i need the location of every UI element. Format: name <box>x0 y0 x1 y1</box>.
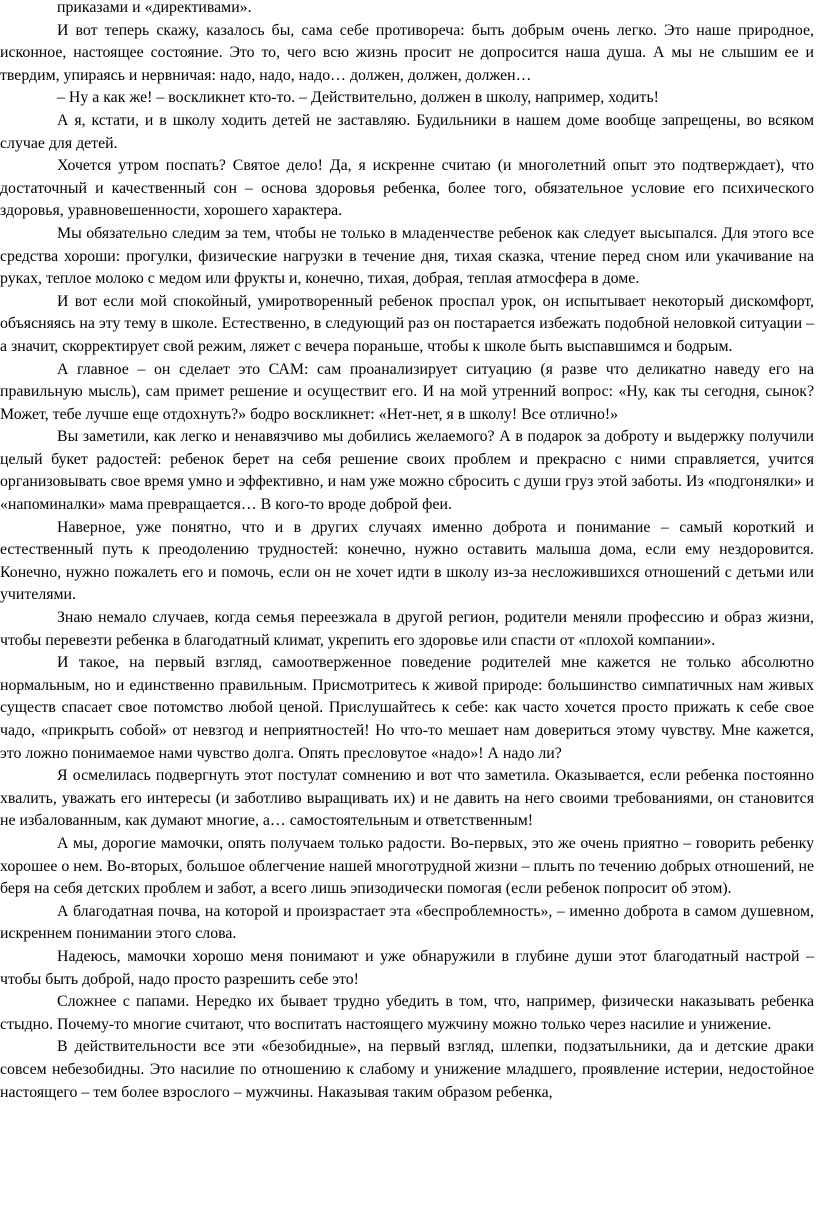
paragraph: Мы обязательно следим за тем, чтобы не только в младенчестве ребенок как следует высыпался. Для этого все средства хороши: прогулки, физические нагрузки в течение дня, тихая сказка, чтение перед сном или укачивание на руках, теплое молоко с медом или фрукты и, конечно, тихая, добрая, теплая атмосфера в доме. <box>0 224 814 288</box>
paragraph: И такое, на первый взгляд, самоотверженное поведение родителей мне кажется не только абсолютно нормальным, но и единственно правильным. Присмотритесь к живой природе: большинство симпатичных нам живых существ спасает свое потомство любой ценой. Прислушайтесь к себе: как часто хочется просто прижать к себе свое чадо, «прикрыть собой» от невзгод и неприятностей! Но что-то мешает нам довериться этому чувству. Мне кажется, это ложно понимаемое нами чувство долга. Опять пресловутое «надо»! А надо ли? <box>0 654 814 762</box>
paragraph: Сложнее с папами. Нередко их бывает трудно убедить в том, что, например, физически наказывать ребенка стыдно. Почему-то многие считают, что воспитать настоящего мужчину можно только через насилие и унижение. <box>0 993 814 1033</box>
paragraph: В действительности все эти «безобидные», на первый взгляд, шлепки, подзатыльники, да и детские драки совсем небезобидны. Это насилие по отношению к слабому и унижение младшего, проявление истерии, недостойное настоящего – тем более взрослого – мужчины. Наказывая таким образом ребенка, <box>0 1038 814 1101</box>
paragraph: И вот теперь скажу, казалось бы, сама себе противореча: быть добрым очень легко. Это наше природное, исконное, настоящее состояние. Это то, чего всю жизнь просит не допросится наша душа. А мы не слышим ее и твердим, упираясь и нервничая: надо, надо, надо… должен, должен, должен… <box>0 21 814 84</box>
paragraph: – Ну а как же! – воскликнет кто-то. – Действительно, должен в школу, например, ходить! <box>57 89 659 107</box>
paragraph: А я, кстати, и в школу ходить детей не заставляю. Будильники в нашем доме вообще запрещены, во всяком случае для детей. <box>0 111 814 152</box>
paragraph: И вот если мой спокойный, умиротворенный ребенок проспал урок, он испытывает некоторый дискомфорт, объясняясь на эту тему в школе. Естественно, в следующий раз он постарается избежать подобной неловкой ситуации – а значит, скорректирует свой режим, ляжет с вечера пораньше, чтобы к школе быть выспавшимся и бодрым. <box>0 292 814 355</box>
paragraph: приказами и «директивами». <box>57 0 252 16</box>
paragraph: А главное – он сделает это САМ: сам проанализирует ситуацию (я разве что деликатно наведу его на правильную мысль), сам примет решение и осуществит его. И на мой утренний вопрос: «Ну, как ты сегодня, сынок? Может, тебе лучше еще отдохнуть?» бодро воскликнет: «Нет-нет, я в школу! Все отлично!» <box>0 360 814 423</box>
paragraph: Хочется утром поспать? Святое дело! Да, я искренне считаю (и многолетний опыт это подтверждает), что достаточный и качественный сон – основа здоровья ребенка, более того, обязательное условие его психического здоровья, уравновешенности, хорошего характера. <box>0 157 814 220</box>
paragraph: Надеюсь, мамочки хорошо меня понимают и уже обнаружили в глубине души этот благодатный настрой – чтобы быть доброй, надо просто разрешить себе это! <box>0 947 814 988</box>
paragraph: Знаю немало случаев, когда семья переезжала в другой регион, родители меняли профессию и образ жизни, чтобы перевезти ребенка в благодатный климат, укрепить его здоровье или спасти от «плохой компании». <box>0 609 814 649</box>
paragraph: Я осмелилась подвергнуть этот постулат сомнению и вот что заметила. Оказывается, если ребенка постоянно хвалить, уважать его интересы (и заботливо выращивать их) и не давить на него своими требованиями, он становится не избалованным, как думают многие, а… самостоятельным и ответственным! <box>0 767 814 830</box>
paragraph: Наверное, уже понятно, что и в других случаях именно доброта и понимание – самый короткий и естественный путь к преодолению трудностей: конечно, нужно оставить малыша дома, если ему нездоровится. Конечно, нужно пожалеть его и помочь, если он не хочет идти в школу из-за несложившихся отношений с детьми или учителями. <box>0 518 814 604</box>
paragraph: Вы заметили, как легко и ненавязчиво мы добились желаемого? А в подарок за доброту и выдержку получили целый букет радостей: ребенок берет на себя решение своих проблем и прекрасно с ними справляется, учится организовывать свое время умно и эффективно, и нам уже можно сбросить с души груз этой заботы. Из «подгонялки» и «напоминалки» мама превращается… В кого-то вроде доброй феи. <box>0 428 814 514</box>
paragraph: А благодатная почва, на которой и произрастает эта «беспроблемность», – именно доброта в самом душевном, искреннем понимании этого слова. <box>0 902 814 943</box>
paragraph: А мы, дорогие мамочки, опять получаем только радости. Во-первых, это же очень приятно – говорить ребенку хорошее о нем. Во-вторых, большое облегчение нашей многотрудной жизни – плыть по течению добрых отношений, не беря на себя детских проблем и забот, а всего лишь эпизодически помогая (если ребенок попросит об этом). <box>0 834 814 898</box>
